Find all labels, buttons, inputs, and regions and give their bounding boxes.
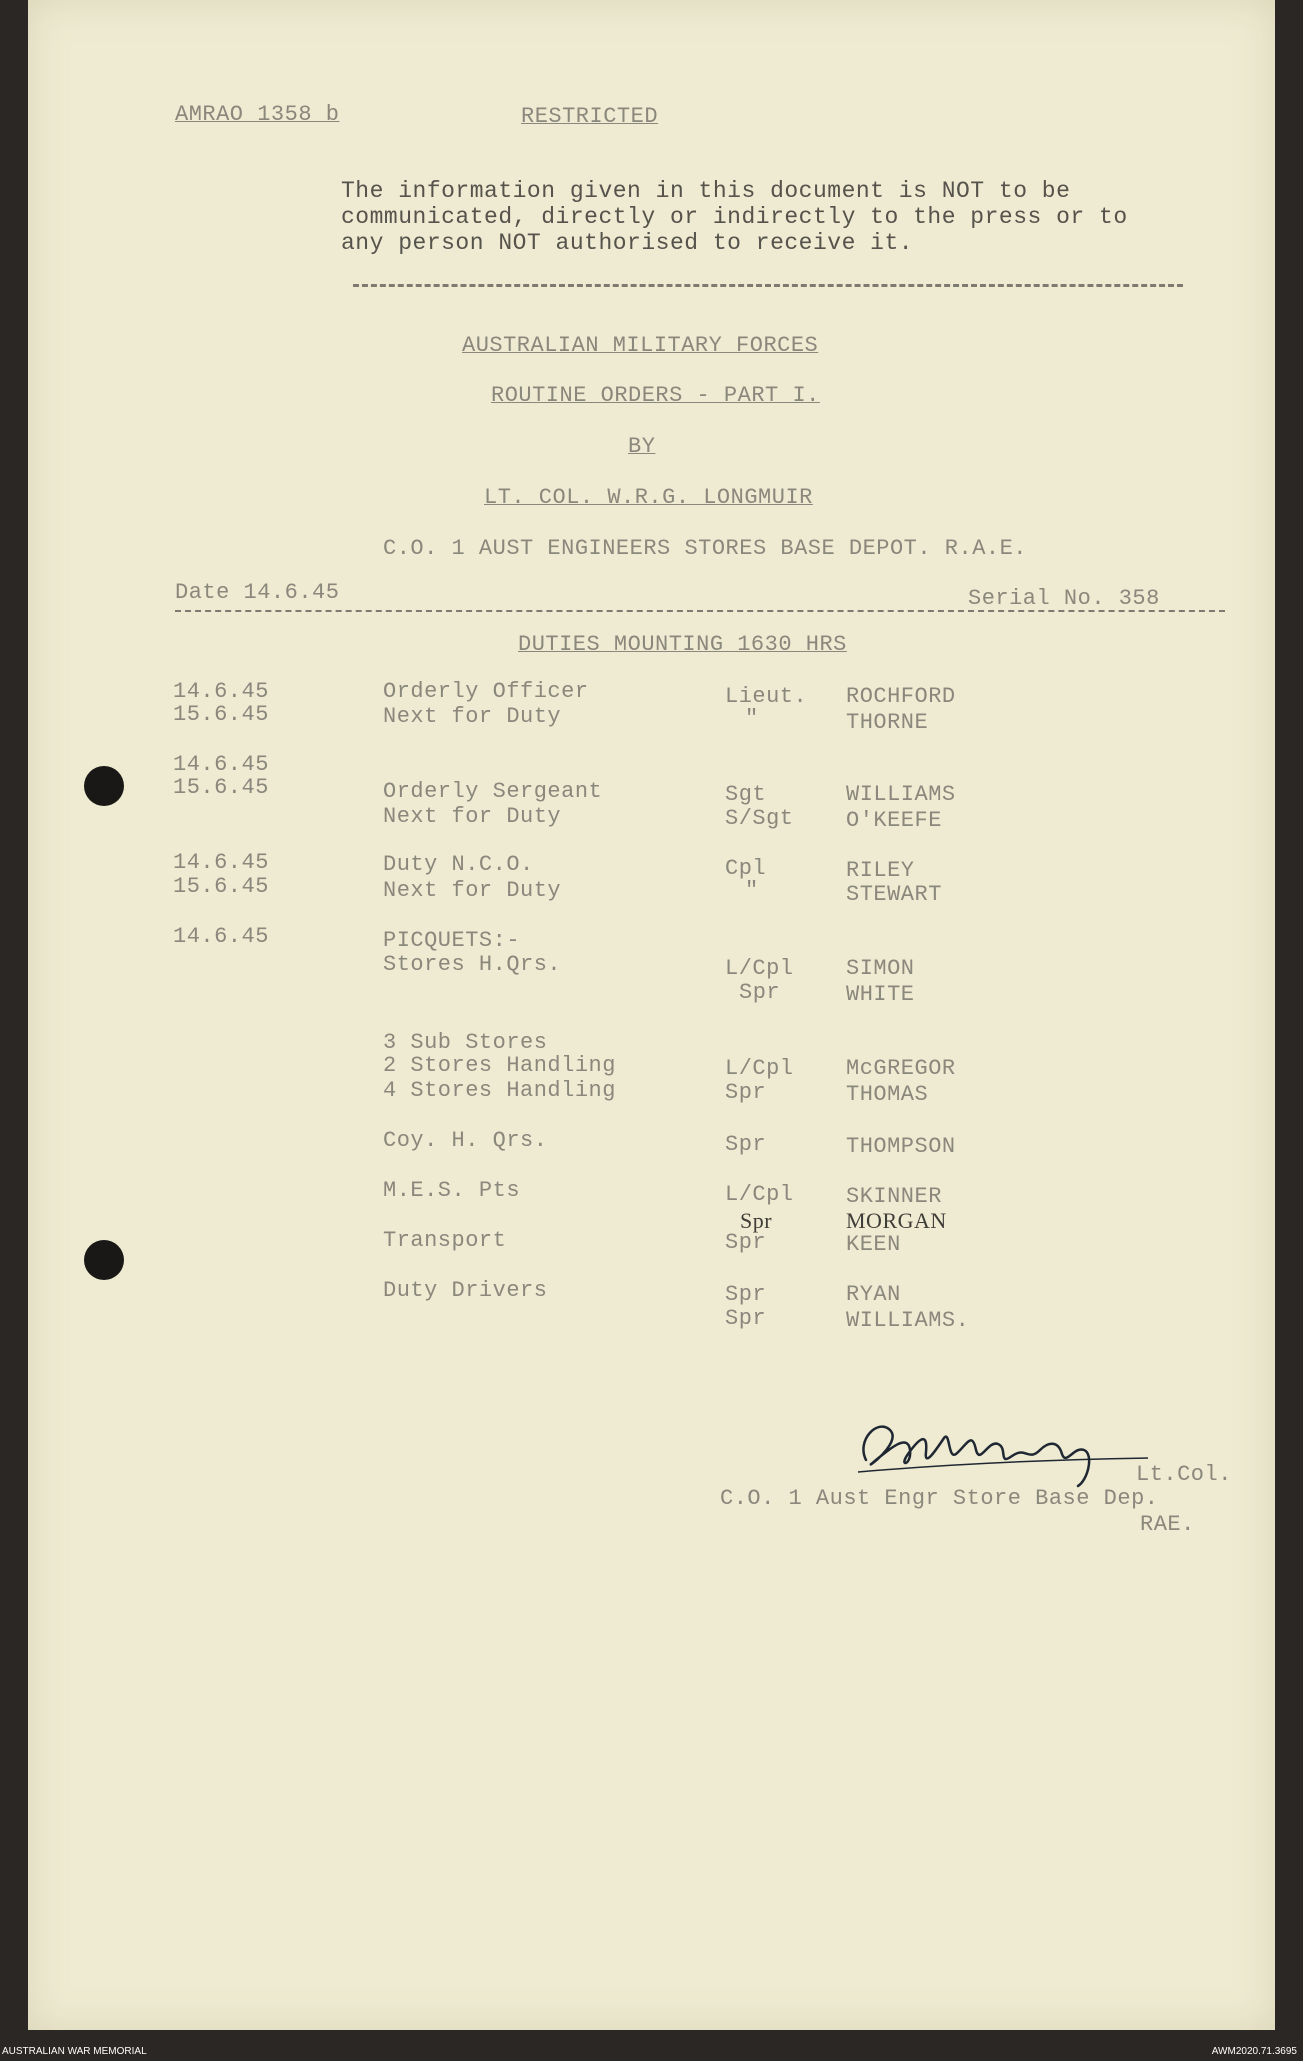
duty-rank: Spr — [725, 1282, 767, 1307]
title-line-2: ROUTINE ORDERS - PART I. — [491, 383, 820, 408]
duty-rank: Spr — [725, 1080, 767, 1105]
duty-name: PICQUETS:- — [383, 928, 521, 953]
duty-date: 14.6.45 — [173, 924, 269, 949]
duty-rank: " — [745, 706, 759, 731]
reference-number: AMRAO 1358 b — [175, 102, 340, 127]
notice-line-2: communicated, directly or indirectly to the press or to — [341, 204, 1128, 230]
duty-rank: L/Cpl — [725, 956, 794, 981]
classification-label: RESTRICTED — [521, 104, 659, 129]
duty-name: Duty N.C.O. — [383, 852, 534, 877]
footer-right: AWM2020.71.3695 — [1211, 2046, 1297, 2057]
serial-number: Serial No. 358 — [968, 586, 1160, 611]
duty-name: Next for Duty — [383, 804, 562, 829]
signatory-line-2: RAE. — [1140, 1512, 1195, 1537]
duty-person: WILLIAMS — [846, 782, 956, 807]
duty-person: SKINNER — [846, 1184, 942, 1209]
duty-name: Coy. H. Qrs. — [383, 1128, 548, 1153]
duty-name: Stores H.Qrs. — [383, 952, 562, 977]
duty-rank: L/Cpl — [725, 1056, 794, 1081]
duty-rank: Cpl — [725, 856, 767, 881]
duty-name: M.E.S. Pts — [383, 1178, 521, 1203]
duty-person: THOMAS — [846, 1082, 929, 1107]
signature-image — [848, 1410, 1178, 1490]
duty-person: McGREGOR — [846, 1056, 956, 1081]
title-line-3: BY — [628, 434, 656, 459]
duty-name: 4 Stores Handling — [383, 1078, 616, 1103]
duty-date: 14.6.45 — [173, 850, 269, 875]
duty-rank: Spr — [740, 1208, 773, 1233]
duty-date: 15.6.45 — [173, 702, 269, 727]
duty-date: 14.6.45 — [173, 679, 269, 704]
duty-date: 14.6.45 — [173, 752, 269, 777]
title-line-4: LT. COL. W.R.G. LONGMUIR — [484, 485, 813, 510]
document-date: Date 14.6.45 — [175, 580, 340, 605]
punch-hole-top — [84, 766, 124, 806]
date-divider — [175, 610, 1225, 612]
duty-name: Next for Duty — [383, 704, 562, 729]
duty-date: 15.6.45 — [173, 775, 269, 800]
duty-date: 15.6.45 — [173, 874, 269, 899]
duty-rank: S/Sgt — [725, 806, 794, 831]
signatory-rank: Lt.Col. — [1136, 1462, 1232, 1487]
duty-person: RILEY — [846, 858, 915, 883]
duty-person: O'KEEFE — [846, 808, 942, 833]
duty-name: 3 Sub Stores — [383, 1030, 548, 1055]
duty-rank: " — [745, 878, 759, 903]
header-divider — [353, 284, 1183, 287]
notice-line-3: any person NOT authorised to receive it. — [341, 230, 914, 256]
duty-person: THOMPSON — [846, 1134, 956, 1159]
signatory-line-1: C.O. 1 Aust Engr Store Base Dep. — [720, 1486, 1159, 1511]
footer-left: AUSTRALIAN WAR MEMORIAL — [2, 2046, 147, 2057]
duty-rank: Spr — [725, 1306, 767, 1331]
duty-name: Orderly Officer — [383, 679, 589, 704]
duty-rank: Sgt — [725, 782, 767, 807]
title-line-5: C.O. 1 AUST ENGINEERS STORES BASE DEPOT. R.A.E. — [383, 536, 1028, 561]
duty-person: STEWART — [846, 882, 942, 907]
duty-rank: Spr — [739, 980, 781, 1005]
duty-name: Orderly Sergeant — [383, 779, 603, 804]
duty-person: THORNE — [846, 710, 929, 735]
title-line-1: AUSTRALIAN MILITARY FORCES — [462, 333, 819, 358]
duty-person: SIMON — [846, 956, 915, 981]
duties-heading: DUTIES MOUNTING 1630 HRS — [518, 632, 847, 657]
document-page — [28, 0, 1275, 2030]
duty-person: KEEN — [846, 1232, 901, 1257]
duty-rank: L/Cpl — [725, 1182, 794, 1207]
duty-name: Transport — [383, 1228, 507, 1253]
duty-name: Duty Drivers — [383, 1278, 548, 1303]
duty-rank: Lieut. — [725, 684, 808, 709]
duty-person: WILLIAMS. — [846, 1308, 970, 1333]
duty-person: RYAN — [846, 1282, 901, 1307]
duty-person: WHITE — [846, 982, 915, 1007]
duty-person: MORGAN — [846, 1208, 947, 1233]
duty-name: Next for Duty — [383, 878, 562, 903]
duty-name: 2 Stores Handling — [383, 1053, 616, 1078]
duty-person: ROCHFORD — [846, 684, 956, 709]
notice-line-1: The information given in this document is NOT to be — [341, 178, 1071, 204]
punch-hole-bottom — [84, 1240, 124, 1280]
duty-rank: Spr — [725, 1132, 767, 1157]
duty-rank: Spr — [725, 1230, 767, 1255]
